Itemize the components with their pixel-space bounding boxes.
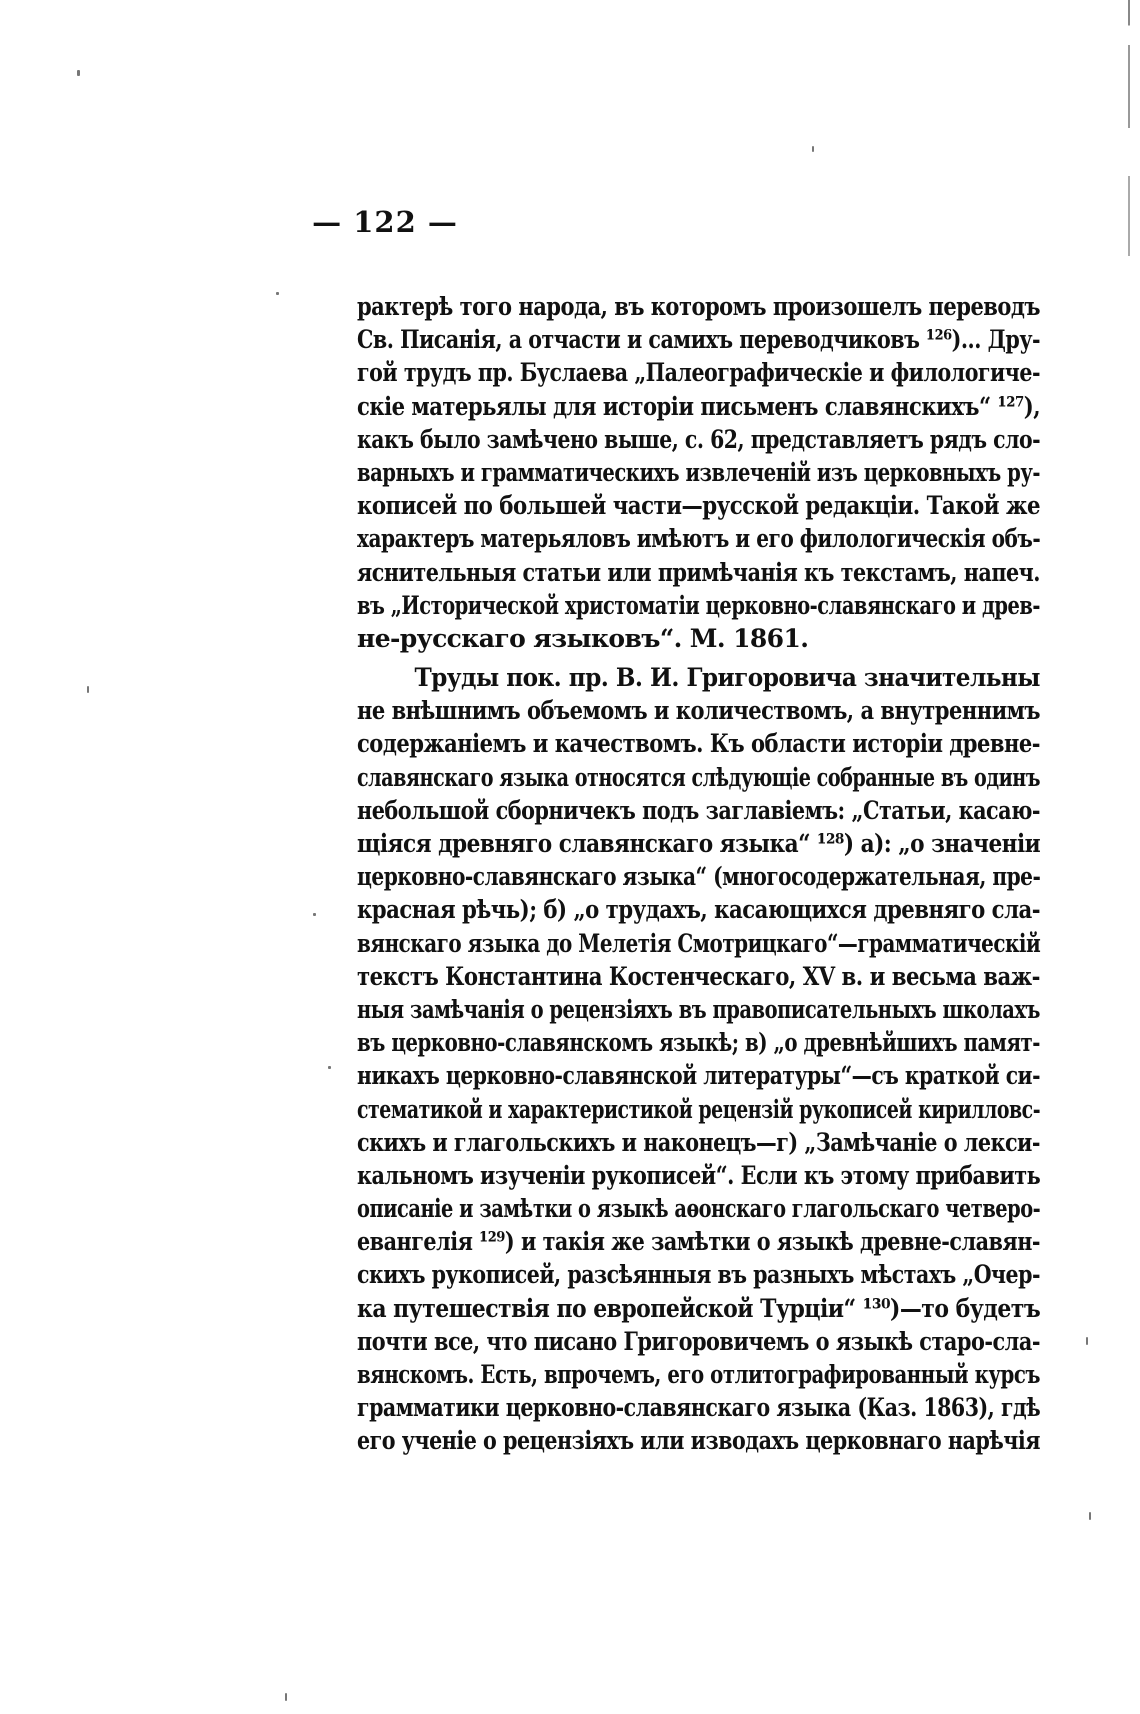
text-line: въ церковно-славянскомъ языкѣ; в) „о древнѣйшихъ памят- [357, 1028, 1041, 1058]
speck [285, 1693, 287, 1701]
text-line: не-русскаго языковъ“. М. 1861. [357, 623, 809, 653]
text-line: варныхъ и грамматическихъ извлеченій изъ церковныхъ ру- [357, 457, 1041, 487]
paragraph-2 [357, 661, 1040, 1458]
text-line: почти все, что писано Григоровичемъ о языкѣ старо-сла- [357, 1326, 1040, 1356]
paragraph-1 [357, 290, 1040, 655]
text-line: кописей по большей части—русской редакціи. Такой же [357, 491, 1040, 521]
text-line: характеръ матерьяловъ имѣютъ и его филологическія объ- [357, 524, 1041, 554]
text-line: вянскаго языка до Мелетія Смотрицкаго“—грамматическій [357, 928, 1041, 958]
speck [1086, 1337, 1088, 1345]
text-line: грамматики церковно-славянскаго языка (Каз. 1863), гдѣ [357, 1393, 1041, 1423]
text-line: не внѣшнимъ объемомъ и количествомъ, а внутреннимъ [357, 696, 1041, 726]
text-line: ныя замѣчанія о рецензіяхъ въ правописательныхъ школахъ [357, 994, 1040, 1024]
text-line: стематикой и характеристикой рецензій рукописей кирилловс- [357, 1094, 1041, 1124]
text-line: никахъ церковно-славянской литературы“—съ краткой си- [357, 1061, 1040, 1091]
text-line: славянскаго языка относятся слѣдующіе собранные въ одинъ [357, 762, 1041, 792]
text-line: церковно-славянскаго языка“ (многосодержательная, пре- [357, 862, 1041, 892]
text-line: Св. Писанія, а отчасти и самихъ переводчиковъ ¹²⁶)... Дру- [357, 325, 1041, 355]
speck [1089, 1512, 1091, 1520]
text-line: текстъ Константина Костенческаго, XV в. и весьма важ- [357, 961, 1040, 991]
text-line: скихъ рукописей, разсѣянныя въ разныхъ мѣстахъ „Очер- [357, 1260, 1040, 1290]
speck [812, 146, 814, 152]
text-line: евангелія ¹²⁹) и такія же замѣтки о языкѣ древне-славян- [357, 1227, 1041, 1257]
page-number-text: — 122 — [312, 205, 458, 239]
text-line: гой трудъ пр. Буслаева „Палеографическіе и филологиче- [357, 358, 1041, 388]
text-line: ка путешествія по европейской Турціи“ ¹³⁰)—то будетъ [357, 1293, 1041, 1323]
speck [276, 292, 279, 295]
text-line: скихъ и глагольскихъ и наконецъ—г) „Замѣчаніе о лекси- [357, 1127, 1041, 1157]
page-number [0, 205, 1140, 239]
text-line: его ученіе о рецензіяхъ или изводахъ церковнаго нарѣчія [357, 1426, 1041, 1456]
text-line: щіяся древняго славянскаго языка“ ¹²⁸) а): „о значеніи [357, 829, 1041, 858]
text-line: Труды пок. пр. В. И. Григоровича значительны [414, 663, 1040, 693]
text-line: вянскомъ. Есть, впрочемъ, его отлитографированный курсъ [357, 1360, 1041, 1389]
text-line: описаніе и замѣтки о языкѣ аѳонскаго глагольскаго четверо- [357, 1194, 1041, 1224]
speck [328, 1066, 331, 1069]
body-text [357, 290, 1040, 1458]
text-line: яснительныя статьи или примѣчанія къ текстамъ, напеч. [357, 557, 1041, 587]
page-edge-mark [1128, 0, 1130, 320]
speck [313, 913, 316, 916]
text-line: небольшой сборничекъ подъ заглавіемъ: „Статьи, касаю- [357, 795, 1041, 825]
text-line: красная рѣчь); б) „о трудахъ, касающихся древняго сла- [357, 895, 1041, 925]
speck [77, 70, 80, 76]
speck [87, 686, 89, 693]
text-line: въ „Исторической христоматіи церковно-славянскаго и древ- [357, 590, 1041, 620]
text-line: скіе матерьялы для исторіи письменъ славянскихъ“ ¹²⁷), [357, 391, 1041, 421]
text-line: кальномъ изученіи рукописей“. Если къ этому прибавить [357, 1160, 1041, 1190]
text-line: содержаніемъ и качествомъ. Къ области исторіи древне- [357, 729, 1040, 759]
text-line: какъ было замѣчено выше, с. 62, представляетъ рядъ сло- [357, 424, 1041, 454]
text-line: рактерѣ того народа, въ которомъ произошелъ переводъ [357, 292, 1041, 321]
